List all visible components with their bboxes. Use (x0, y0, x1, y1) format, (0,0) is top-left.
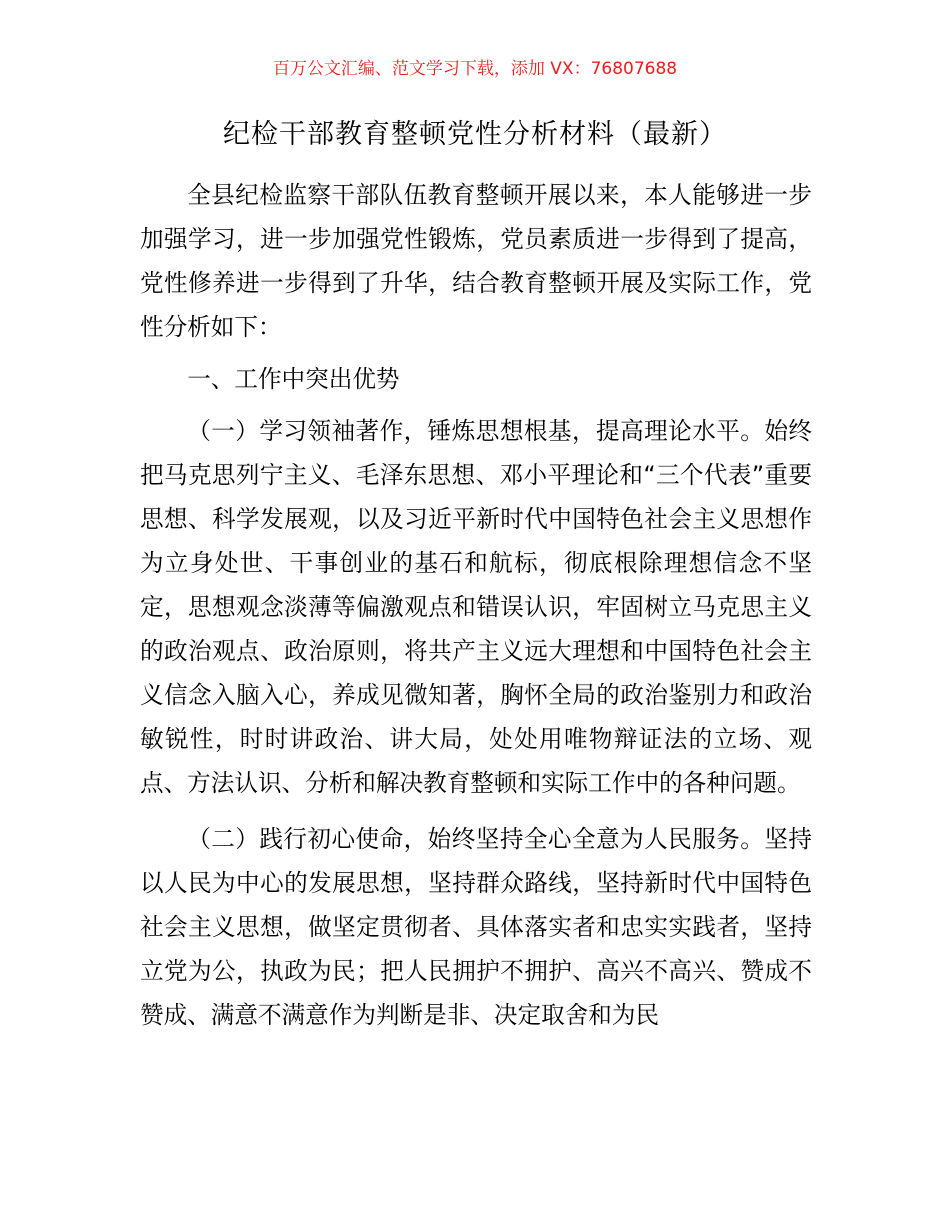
watermark-header: 百万公文汇编、范文学习下载，添加 VX：76807688 (272, 59, 678, 79)
intro-paragraph: 全县纪检监察干部队伍教育整顿开展以来，本人能够进一步加强学习，进一步加强党性锻炼，党员素质进一步得到了提高，党性修养进一步得到了升华，结合教育整顿开展及实际工作，党性分析如下： (140, 181, 812, 341)
section-heading-1: 一、工作中突出优势 (187, 365, 400, 393)
document-body (140, 173, 812, 1049)
document-title: 纪检干部教育整顿党性分析材料（最新） (223, 119, 727, 150)
paragraph-2: （二）践行初心使命，始终坚持全心全意为人民服务。坚持以人民为中心的发展思想，坚持群众路线，坚持新时代中国特色社会主义思想，做坚定贯彻者、具体落实者和忠实实践者，坚持立党为公，执政为民；把人民拥护不拥护、高兴不高兴、赞成不赞成、满意不满意作为判断是非、决定取舍和为民 (140, 825, 812, 1029)
paragraph-1: （一）学习领袖著作，锤炼思想根基，提高理论水平。始终把马克思列宁主义、毛泽东思想、邓小平理论和“三个代表”重要思想、科学发展观，以及习近平新时代中国特色社会主义思想作为立身处世、干事创业的基石和航标，彻底根除理想信念不坚定，思想观念淡薄等偏激观点和错误认识，牢固树立马克思主义的政治观点、政治原则，将共产主义远大理想和中国特色社会主义信念入脑入心，养成见微知著，胸怀全局的政治鉴别力和政治敏锐性，时时讲政治、讲大局，处处用唯物辩证法的立场、观点、方法认识、分析和解决教育整顿和实际工作中的各种问题。 (140, 417, 812, 797)
